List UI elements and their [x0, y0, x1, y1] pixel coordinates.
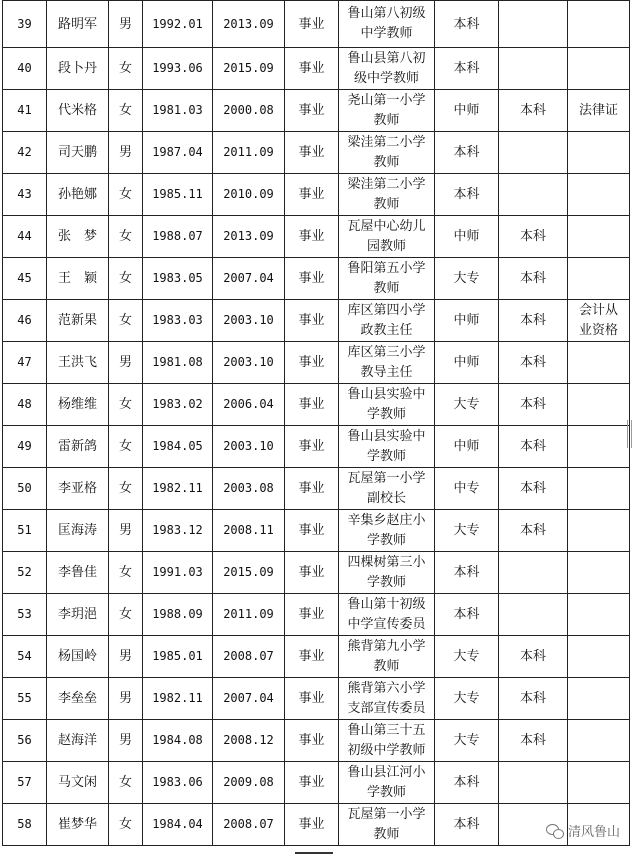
table-row	[3, 174, 630, 216]
work-unit-line: 鲁山县实验中	[347, 386, 426, 402]
initial-education-cell: 中师	[435, 426, 499, 468]
work-unit-line: 教师	[373, 280, 400, 296]
work-start-date-cell: 2003.10	[213, 300, 285, 342]
row-number-cell: 49	[3, 426, 47, 468]
work-unit-cell	[339, 636, 435, 678]
initial-education-cell: 大专	[435, 258, 499, 300]
person-name-cell: 崔梦华	[47, 804, 109, 846]
row-number-cell: 57	[3, 762, 47, 804]
certificate-cell	[568, 762, 630, 804]
initial-education-cell: 本科	[435, 552, 499, 594]
work-unit-cell	[339, 90, 435, 132]
gender-cell: 男	[109, 510, 143, 552]
gender-cell: 男	[109, 132, 143, 174]
employment-type-cell: 事业	[285, 48, 339, 90]
employment-type-cell: 事业	[285, 594, 339, 636]
employment-type-cell: 事业	[285, 678, 339, 720]
work-unit-line: 瓦屋中心幼儿	[347, 218, 426, 234]
initial-education-cell: 本科	[435, 132, 499, 174]
table-row	[3, 552, 630, 594]
row-number-cell: 51	[3, 510, 47, 552]
work-unit-cell	[339, 300, 435, 342]
work-unit-cell	[339, 678, 435, 720]
current-education-cell: 本科	[499, 468, 568, 510]
certificate-cell	[568, 48, 630, 90]
work-start-date-cell: 2009.08	[213, 762, 285, 804]
person-name-cell: 李亚格	[47, 468, 109, 510]
gender-cell: 女	[109, 594, 143, 636]
birth-date-cell: 1993.06	[143, 48, 213, 90]
work-start-date-cell: 2008.11	[213, 510, 285, 552]
current-education-cell: 本科	[499, 90, 568, 132]
employment-type-cell: 事业	[285, 804, 339, 846]
current-education-cell	[499, 174, 568, 216]
certificate-cell	[568, 132, 630, 174]
person-name-cell: 马文闲	[47, 762, 109, 804]
birth-date-cell: 1981.08	[143, 342, 213, 384]
birth-date-cell: 1985.11	[143, 174, 213, 216]
work-unit-line: 园教师	[366, 238, 406, 254]
person-name-cell: 代米格	[47, 90, 109, 132]
work-unit-line: 中学教师	[360, 26, 413, 41]
current-education-cell: 本科	[499, 384, 568, 426]
work-unit-cell	[339, 132, 435, 174]
person-name-cell: 段卜丹	[47, 48, 109, 90]
birth-date-cell: 1982.11	[143, 678, 213, 720]
person-name-cell: 李垒垒	[47, 678, 109, 720]
work-unit-cell	[339, 1, 435, 48]
person-name-cell: 杨国岭	[47, 636, 109, 678]
initial-education-cell: 大专	[435, 384, 499, 426]
work-unit-line: 学教师	[366, 448, 406, 464]
work-unit-cell	[339, 384, 435, 426]
work-unit-cell	[339, 762, 435, 804]
current-education-cell	[499, 552, 568, 594]
work-unit-line: 梁洼第二小学	[347, 176, 426, 192]
birth-date-cell: 1983.03	[143, 300, 213, 342]
certificate-cell	[568, 510, 630, 552]
work-start-date-cell: 2008.12	[213, 720, 285, 762]
employment-type-cell: 事业	[285, 258, 339, 300]
current-education-cell: 本科	[499, 678, 568, 720]
initial-education-cell: 本科	[435, 174, 499, 216]
employment-type-cell: 事业	[285, 720, 339, 762]
table-row	[3, 720, 630, 762]
work-unit-cell	[339, 804, 435, 846]
person-name-cell: 司天鹏	[47, 132, 109, 174]
work-start-date-cell: 2010.09	[213, 174, 285, 216]
work-unit-line: 教导主任	[360, 364, 413, 380]
work-start-date-cell: 2015.09	[213, 552, 285, 594]
work-unit-cell	[339, 510, 435, 552]
gender-cell: 男	[109, 720, 143, 762]
certificate-cell	[568, 342, 630, 384]
person-name-cell: 匡海涛	[47, 510, 109, 552]
row-number-cell: 53	[3, 594, 47, 636]
work-unit-line: 四棵树第三小	[347, 554, 426, 570]
work-unit-line: 瓦屋第一小学	[347, 806, 426, 822]
work-unit-cell	[339, 174, 435, 216]
work-unit-line: 初级中学教师	[347, 742, 426, 758]
gender-cell: 女	[109, 48, 143, 90]
gender-cell: 男	[109, 342, 143, 384]
birth-date-cell: 1984.05	[143, 426, 213, 468]
work-start-date-cell: 2013.09	[213, 216, 285, 258]
gender-cell: 女	[109, 300, 143, 342]
row-number-cell: 45	[3, 258, 47, 300]
row-number-cell: 40	[3, 48, 47, 90]
table-row	[3, 216, 630, 258]
current-education-cell	[499, 594, 568, 636]
certificate-cell	[568, 426, 630, 468]
current-education-cell: 本科	[499, 720, 568, 762]
row-number-cell: 39	[3, 1, 47, 48]
employment-type-cell: 事业	[285, 510, 339, 552]
work-unit-line: 教师	[373, 154, 400, 170]
work-unit-line: 级中学教师	[353, 70, 419, 86]
work-start-date-cell: 2003.10	[213, 426, 285, 468]
birth-date-cell: 1983.06	[143, 762, 213, 804]
certificate-cell	[568, 720, 630, 762]
scroll-handle[interactable]	[627, 420, 632, 448]
work-unit-line: 政教主任	[360, 322, 413, 338]
work-unit-cell	[339, 216, 435, 258]
birth-date-cell: 1992.01	[143, 1, 213, 48]
wechat-icon	[546, 823, 564, 839]
row-number-cell: 41	[3, 90, 47, 132]
person-name-cell: 赵海洋	[47, 720, 109, 762]
row-number-cell: 50	[3, 468, 47, 510]
person-name-cell: 王 颖	[47, 258, 109, 300]
certificate-line: 法律证	[578, 102, 618, 118]
work-unit-cell	[339, 342, 435, 384]
gender-cell: 男	[109, 678, 143, 720]
initial-education-cell: 本科	[435, 762, 499, 804]
work-unit-line: 鲁山县第八初	[347, 50, 426, 66]
initial-education-cell: 中师	[435, 342, 499, 384]
personnel-table	[2, 0, 630, 846]
initial-education-cell: 大专	[435, 720, 499, 762]
work-unit-line: 鲁山县江河小	[347, 764, 426, 780]
employment-type-cell: 事业	[285, 636, 339, 678]
work-unit-line: 学教师	[366, 532, 406, 548]
birth-date-cell: 1982.11	[143, 468, 213, 510]
employment-type-cell: 事业	[285, 1, 339, 48]
initial-education-cell: 大专	[435, 636, 499, 678]
watermark-text: 清风鲁山	[567, 825, 620, 840]
certificate-cell	[568, 300, 630, 342]
certificate-cell	[568, 594, 630, 636]
birth-date-cell: 1987.04	[143, 132, 213, 174]
work-unit-cell	[339, 594, 435, 636]
work-unit-line: 学教师	[366, 406, 406, 422]
person-name-cell: 雷新鸽	[47, 426, 109, 468]
gender-cell: 女	[109, 762, 143, 804]
person-name-cell: 王洪飞	[47, 342, 109, 384]
certificate-cell	[568, 468, 630, 510]
table-row	[3, 384, 630, 426]
table-row	[3, 258, 630, 300]
employment-type-cell: 事业	[285, 552, 339, 594]
watermark	[546, 821, 620, 840]
gender-cell: 男	[109, 636, 143, 678]
birth-date-cell: 1985.01	[143, 636, 213, 678]
current-education-cell: 本科	[499, 342, 568, 384]
employment-type-cell: 事业	[285, 426, 339, 468]
row-number-cell: 52	[3, 552, 47, 594]
certificate-cell	[568, 216, 630, 258]
work-unit-line: 辛集乡赵庄小	[347, 512, 426, 528]
work-unit-line: 副校长	[366, 490, 406, 506]
row-number-cell: 43	[3, 174, 47, 216]
employment-type-cell: 事业	[285, 762, 339, 804]
work-unit-line: 鲁山第八初级	[347, 6, 426, 21]
table-row	[3, 90, 630, 132]
birth-date-cell: 1981.03	[143, 90, 213, 132]
certificate-cell	[568, 636, 630, 678]
table-row	[3, 804, 630, 846]
gender-cell: 女	[109, 384, 143, 426]
gender-cell: 女	[109, 426, 143, 468]
table-row	[3, 48, 630, 90]
work-unit-line: 库区第三小学	[347, 344, 426, 360]
person-name-cell: 李鲁佳	[47, 552, 109, 594]
table-row	[3, 468, 630, 510]
work-unit-line: 教师	[373, 196, 400, 212]
row-number-cell: 48	[3, 384, 47, 426]
gender-cell: 女	[109, 468, 143, 510]
birth-date-cell: 1991.03	[143, 552, 213, 594]
work-unit-line: 熊背第九小学	[347, 638, 426, 654]
current-education-cell: 本科	[499, 258, 568, 300]
work-unit-line: 鲁阳第五小学	[347, 260, 426, 276]
work-start-date-cell: 2007.04	[213, 678, 285, 720]
person-name-cell: 杨维维	[47, 384, 109, 426]
work-unit-cell	[339, 426, 435, 468]
work-start-date-cell: 2008.07	[213, 804, 285, 846]
person-name-cell: 路明军	[47, 1, 109, 48]
gender-cell: 女	[109, 258, 143, 300]
table-row	[3, 594, 630, 636]
person-name-cell: 范新果	[47, 300, 109, 342]
birth-date-cell: 1983.05	[143, 258, 213, 300]
person-name-cell: 张 梦	[47, 216, 109, 258]
birth-date-cell: 1983.02	[143, 384, 213, 426]
work-unit-cell	[339, 468, 435, 510]
table-row	[3, 342, 630, 384]
initial-education-cell: 本科	[435, 594, 499, 636]
row-number-cell: 54	[3, 636, 47, 678]
work-unit-line: 教师	[373, 826, 400, 842]
birth-date-cell: 1988.09	[143, 594, 213, 636]
certificate-cell	[568, 1, 630, 48]
work-unit-cell	[339, 552, 435, 594]
employment-type-cell: 事业	[285, 384, 339, 426]
work-unit-line: 鲁山县实验中	[347, 428, 426, 444]
person-name-cell: 李玥浥	[47, 594, 109, 636]
table-row	[3, 426, 630, 468]
certificate-cell	[568, 552, 630, 594]
table-row	[3, 300, 630, 342]
initial-education-cell: 本科	[435, 804, 499, 846]
work-start-date-cell: 2000.08	[213, 90, 285, 132]
birth-date-cell: 1988.07	[143, 216, 213, 258]
employment-type-cell: 事业	[285, 174, 339, 216]
table-body	[3, 1, 630, 846]
work-unit-line: 瓦屋第一小学	[347, 470, 426, 486]
row-number-cell: 46	[3, 300, 47, 342]
gender-cell: 女	[109, 804, 143, 846]
birth-date-cell: 1984.08	[143, 720, 213, 762]
work-start-date-cell: 2003.08	[213, 468, 285, 510]
initial-education-cell: 中师	[435, 300, 499, 342]
row-number-cell: 44	[3, 216, 47, 258]
work-unit-line: 教师	[373, 112, 400, 128]
employment-type-cell: 事业	[285, 468, 339, 510]
work-unit-cell	[339, 720, 435, 762]
work-start-date-cell: 2013.09	[213, 1, 285, 48]
work-start-date-cell: 2007.04	[213, 258, 285, 300]
gender-cell: 女	[109, 90, 143, 132]
work-unit-cell	[339, 258, 435, 300]
work-start-date-cell: 2011.09	[213, 132, 285, 174]
employment-type-cell: 事业	[285, 216, 339, 258]
initial-education-cell: 大专	[435, 678, 499, 720]
work-start-date-cell: 2008.07	[213, 636, 285, 678]
employment-type-cell: 事业	[285, 90, 339, 132]
work-start-date-cell: 2003.10	[213, 342, 285, 384]
certificate-cell	[568, 384, 630, 426]
certificate-cell	[568, 90, 630, 132]
certificate-line: 会计从	[578, 302, 618, 318]
person-name-cell: 孙艳娜	[47, 174, 109, 216]
initial-education-cell: 中师	[435, 90, 499, 132]
work-unit-line: 支部宣传委员	[347, 700, 426, 716]
work-start-date-cell: 2015.09	[213, 48, 285, 90]
certificate-line: 业资格	[578, 322, 618, 338]
birth-date-cell: 1984.04	[143, 804, 213, 846]
work-unit-cell	[339, 48, 435, 90]
initial-education-cell: 本科	[435, 1, 499, 48]
table-row	[3, 510, 630, 552]
table-row	[3, 762, 630, 804]
row-number-cell: 58	[3, 804, 47, 846]
gender-cell: 男	[109, 1, 143, 48]
current-education-cell	[499, 1, 568, 48]
work-unit-line: 梁洼第二小学	[347, 134, 426, 150]
table-row	[3, 636, 630, 678]
work-unit-line: 尧山第一小学	[347, 92, 426, 108]
initial-education-cell: 本科	[435, 48, 499, 90]
row-number-cell: 56	[3, 720, 47, 762]
employment-type-cell: 事业	[285, 342, 339, 384]
table-row	[3, 678, 630, 720]
employment-type-cell: 事业	[285, 132, 339, 174]
current-education-cell	[499, 48, 568, 90]
current-education-cell: 本科	[499, 510, 568, 552]
work-unit-line: 学教师	[366, 574, 406, 590]
work-unit-line: 鲁山第十初级	[347, 596, 426, 612]
gender-cell: 女	[109, 174, 143, 216]
work-unit-line: 熊背第六小学	[347, 680, 426, 696]
initial-education-cell: 中师	[435, 216, 499, 258]
table-row	[3, 1, 630, 48]
work-unit-line: 教师	[373, 658, 400, 674]
table-row	[3, 132, 630, 174]
work-unit-line: 学教师	[366, 784, 406, 800]
current-education-cell: 本科	[499, 300, 568, 342]
certificate-cell	[568, 174, 630, 216]
row-number-cell: 55	[3, 678, 47, 720]
current-education-cell	[499, 132, 568, 174]
employment-type-cell: 事业	[285, 300, 339, 342]
current-education-cell: 本科	[499, 216, 568, 258]
row-number-cell: 42	[3, 132, 47, 174]
birth-date-cell: 1983.12	[143, 510, 213, 552]
initial-education-cell: 中专	[435, 468, 499, 510]
current-education-cell: 本科	[499, 426, 568, 468]
work-start-date-cell: 2011.09	[213, 594, 285, 636]
work-unit-line: 中学宣传委员	[347, 616, 426, 632]
gender-cell: 女	[109, 216, 143, 258]
certificate-cell	[568, 678, 630, 720]
certificate-cell	[568, 258, 630, 300]
work-unit-line: 库区第四小学	[347, 302, 426, 318]
gender-cell: 女	[109, 552, 143, 594]
work-start-date-cell: 2006.04	[213, 384, 285, 426]
work-unit-line: 鲁山第三十五	[347, 722, 426, 738]
current-education-cell: 本科	[499, 636, 568, 678]
current-education-cell	[499, 762, 568, 804]
row-number-cell: 47	[3, 342, 47, 384]
initial-education-cell: 大专	[435, 510, 499, 552]
